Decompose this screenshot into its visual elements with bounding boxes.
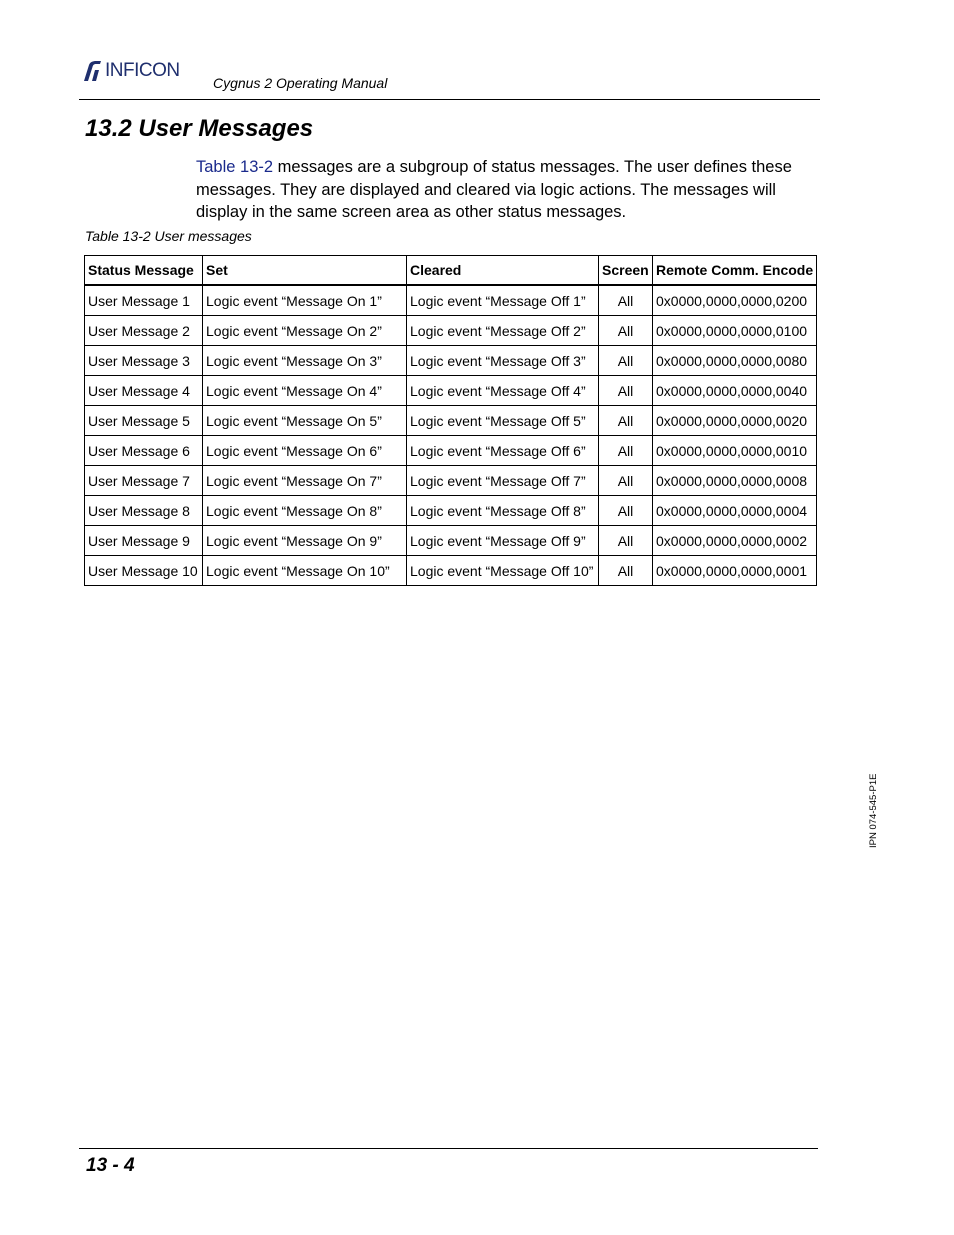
status-message-cell: User Message 4 [85, 376, 203, 406]
table-row [85, 316, 817, 346]
cleared-cell: Logic event “Message Off 10” [407, 556, 599, 586]
user-messages-table [84, 255, 817, 586]
status-message-cell: User Message 9 [85, 526, 203, 556]
encode-cell: 0x0000,0000,0000,0200 [653, 285, 817, 316]
screen-cell: All [599, 316, 653, 346]
page-number: 13 - 4 [86, 1155, 135, 1176]
encode-cell: 0x0000,0000,0000,0010 [653, 436, 817, 466]
set-cell: Logic event “Message On 1” [203, 285, 407, 316]
set-cell: Logic event “Message On 10” [203, 556, 407, 586]
table-header-row [85, 256, 817, 286]
table-row [85, 526, 817, 556]
ipn-side-note: IPN 074-545-P1E [868, 773, 879, 848]
table-row [85, 496, 817, 526]
status-message-cell: User Message 5 [85, 406, 203, 436]
screen-cell: All [599, 556, 653, 586]
table-row [85, 285, 817, 316]
footer-divider [79, 1148, 818, 1149]
screen-cell: All [599, 285, 653, 316]
encode-cell: 0x0000,0000,0000,0020 [653, 406, 817, 436]
header-divider [79, 99, 820, 100]
screen-cell: All [599, 406, 653, 436]
column-header-screen: Screen [599, 256, 653, 286]
column-header-remote-comm-encode: Remote Comm. Encode [653, 256, 817, 286]
intro-paragraph [196, 156, 821, 224]
table-row [85, 346, 817, 376]
cleared-cell: Logic event “Message Off 8” [407, 496, 599, 526]
table-row [85, 466, 817, 496]
table-cross-reference-link[interactable]: Table 13-2 [196, 158, 274, 176]
screen-cell: All [599, 496, 653, 526]
table-row [85, 406, 817, 436]
set-cell: Logic event “Message On 6” [203, 436, 407, 466]
table-caption: Table 13-2 User messages [85, 228, 252, 244]
status-message-cell: User Message 6 [85, 436, 203, 466]
set-cell: Logic event “Message On 5” [203, 406, 407, 436]
section-heading: 13.2 User Messages [85, 115, 314, 142]
inficon-logo-icon [82, 59, 102, 83]
column-header-status-message: Status Message [85, 256, 203, 286]
screen-cell: All [599, 346, 653, 376]
column-header-set: Set [203, 256, 407, 286]
screen-cell: All [599, 376, 653, 406]
encode-cell: 0x0000,0000,0000,0008 [653, 466, 817, 496]
screen-cell: All [599, 526, 653, 556]
cleared-cell: Logic event “Message Off 1” [407, 285, 599, 316]
encode-cell: 0x0000,0000,0000,0040 [653, 376, 817, 406]
status-message-cell: User Message 2 [85, 316, 203, 346]
encode-cell: 0x0000,0000,0000,0004 [653, 496, 817, 526]
status-message-cell: User Message 8 [85, 496, 203, 526]
cleared-cell: Logic event “Message Off 5” [407, 406, 599, 436]
brand-name: INFICON [105, 60, 180, 81]
set-cell: Logic event “Message On 7” [203, 466, 407, 496]
status-message-cell: User Message 1 [85, 285, 203, 316]
set-cell: Logic event “Message On 9” [203, 526, 407, 556]
inficon-logo [82, 59, 180, 83]
set-cell: Logic event “Message On 4” [203, 376, 407, 406]
set-cell: Logic event “Message On 2” [203, 316, 407, 346]
encode-cell: 0x0000,0000,0000,0080 [653, 346, 817, 376]
set-cell: Logic event “Message On 3” [203, 346, 407, 376]
table-row [85, 436, 817, 466]
cleared-cell: Logic event “Message Off 9” [407, 526, 599, 556]
encode-cell: 0x0000,0000,0000,0002 [653, 526, 817, 556]
cleared-cell: Logic event “Message Off 2” [407, 316, 599, 346]
column-header-cleared: Cleared [407, 256, 599, 286]
cleared-cell: Logic event “Message Off 7” [407, 466, 599, 496]
cleared-cell: Logic event “Message Off 6” [407, 436, 599, 466]
encode-cell: 0x0000,0000,0000,0100 [653, 316, 817, 346]
screen-cell: All [599, 436, 653, 466]
set-cell: Logic event “Message On 8” [203, 496, 407, 526]
status-message-cell: User Message 3 [85, 346, 203, 376]
table-row [85, 376, 817, 406]
document-title: Cygnus 2 Operating Manual [213, 75, 388, 91]
screen-cell: All [599, 466, 653, 496]
status-message-cell: User Message 10 [85, 556, 203, 586]
intro-text: messages are a subgroup of status messages. The user defines these messages. They are displayed and cleared via logic actions. The messages will display in the same screen area as other status messages. [196, 158, 792, 221]
cleared-cell: Logic event “Message Off 4” [407, 376, 599, 406]
table-row [85, 556, 817, 586]
cleared-cell: Logic event “Message Off 3” [407, 346, 599, 376]
encode-cell: 0x0000,0000,0000,0001 [653, 556, 817, 586]
status-message-cell: User Message 7 [85, 466, 203, 496]
